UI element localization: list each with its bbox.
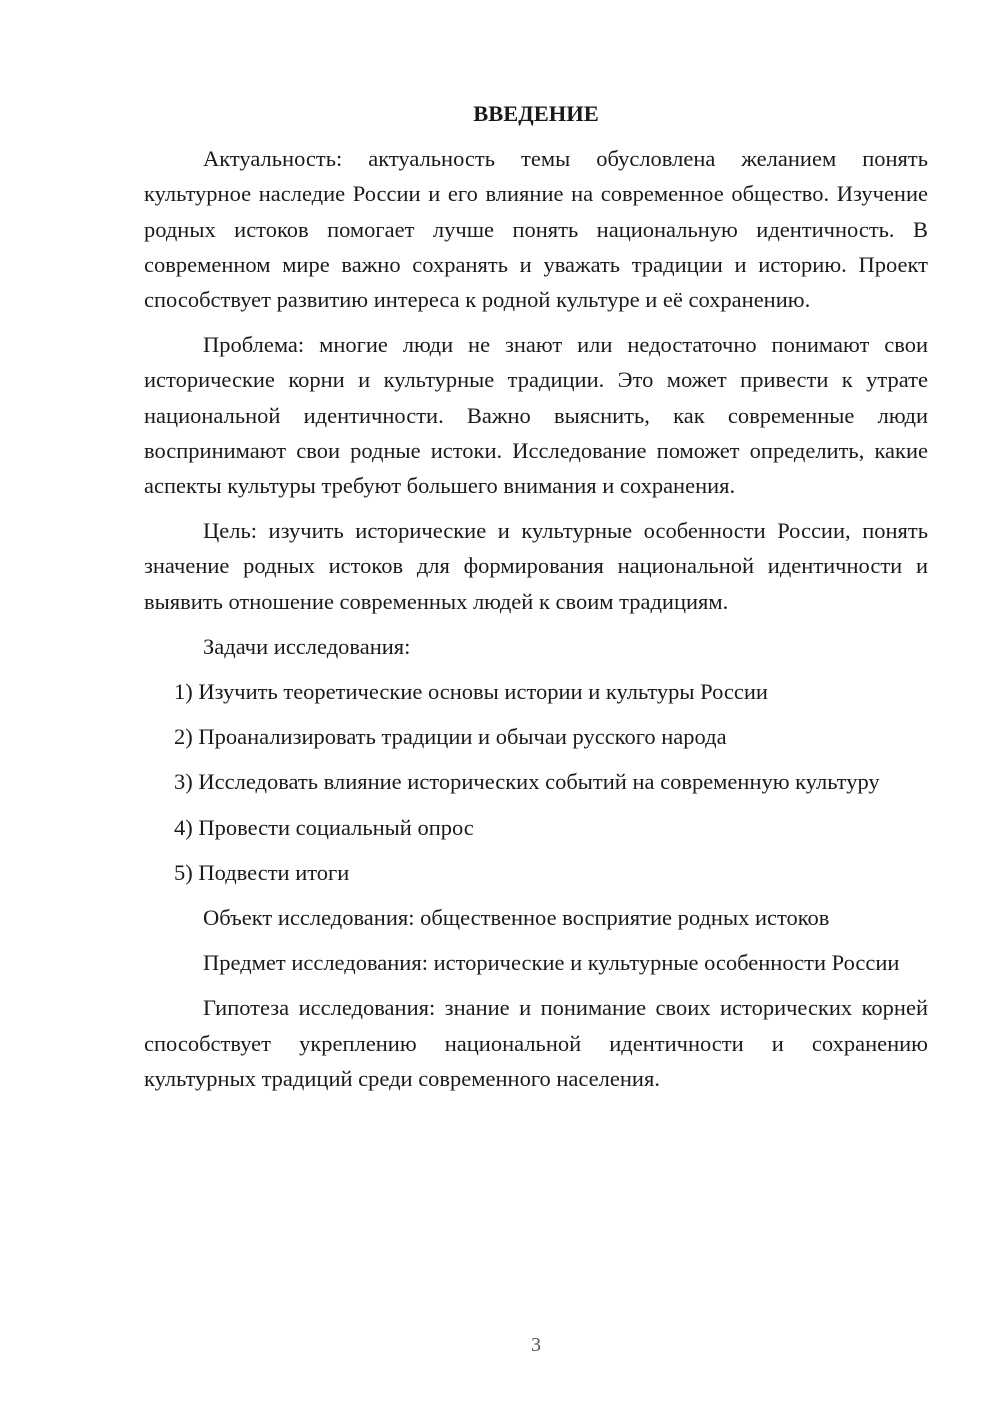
paragraph-subject: Предмет исследования: исторические и культурные особенности России [203,950,900,976]
list-item: 2) Проанализировать традиции и обычаи русского народа [174,724,727,750]
page-title: ВВЕДЕНИЕ [473,101,599,126]
page-number: 3 [531,1334,541,1356]
document-page [144,96,928,1106]
list-item: 4) Провести социальный опрос [174,814,474,840]
list-item: 1) Изучить теоретические основы истории и культуры России [174,679,768,705]
tasks-heading: Задачи исследования: [203,633,411,659]
paragraph-goal: Цель: изучить исторические и культурные особенности России, понять значение родных истоков для формирования национальной идентичности и выявить отношение современных людей к своим традициям. [144,518,928,614]
paragraph-problem: Проблема: многие люди не знают или недостаточно понимают свои исторические корни и культурные традиции. Это может привести к утрате национальной идентичности. Важно выяснить, как современные люди воспринимают свои родные истоки. Исследование поможет определить, какие аспекты культуры требуют большего внимания и сохранения. [144,332,928,499]
tasks-list [144,674,928,890]
paragraph-hypothesis: Гипотеза исследования: знание и понимание своих исторических корней способствует укреплению национальной идентичности и сохранению культурных традиций среди современного населения. [144,995,928,1091]
paragraph-object: Объект исследования: общественное восприятие родных истоков [203,905,830,931]
list-item: 3) Исследовать влияние исторических событий на современную культуру [174,769,880,795]
list-item: 5) Подвести итоги [174,859,350,885]
paragraph-relevance: Актуальность: актуальность темы обусловлена желанием понять культурное наследие России и его влияние на современное общество. Изучение родных истоков помогает лучше понять национальную идентичность. В современном мире важно сохранять и уважать традиции и историю. Проект способствует развитию интереса к родной культуре и её сохранению. [144,146,928,313]
